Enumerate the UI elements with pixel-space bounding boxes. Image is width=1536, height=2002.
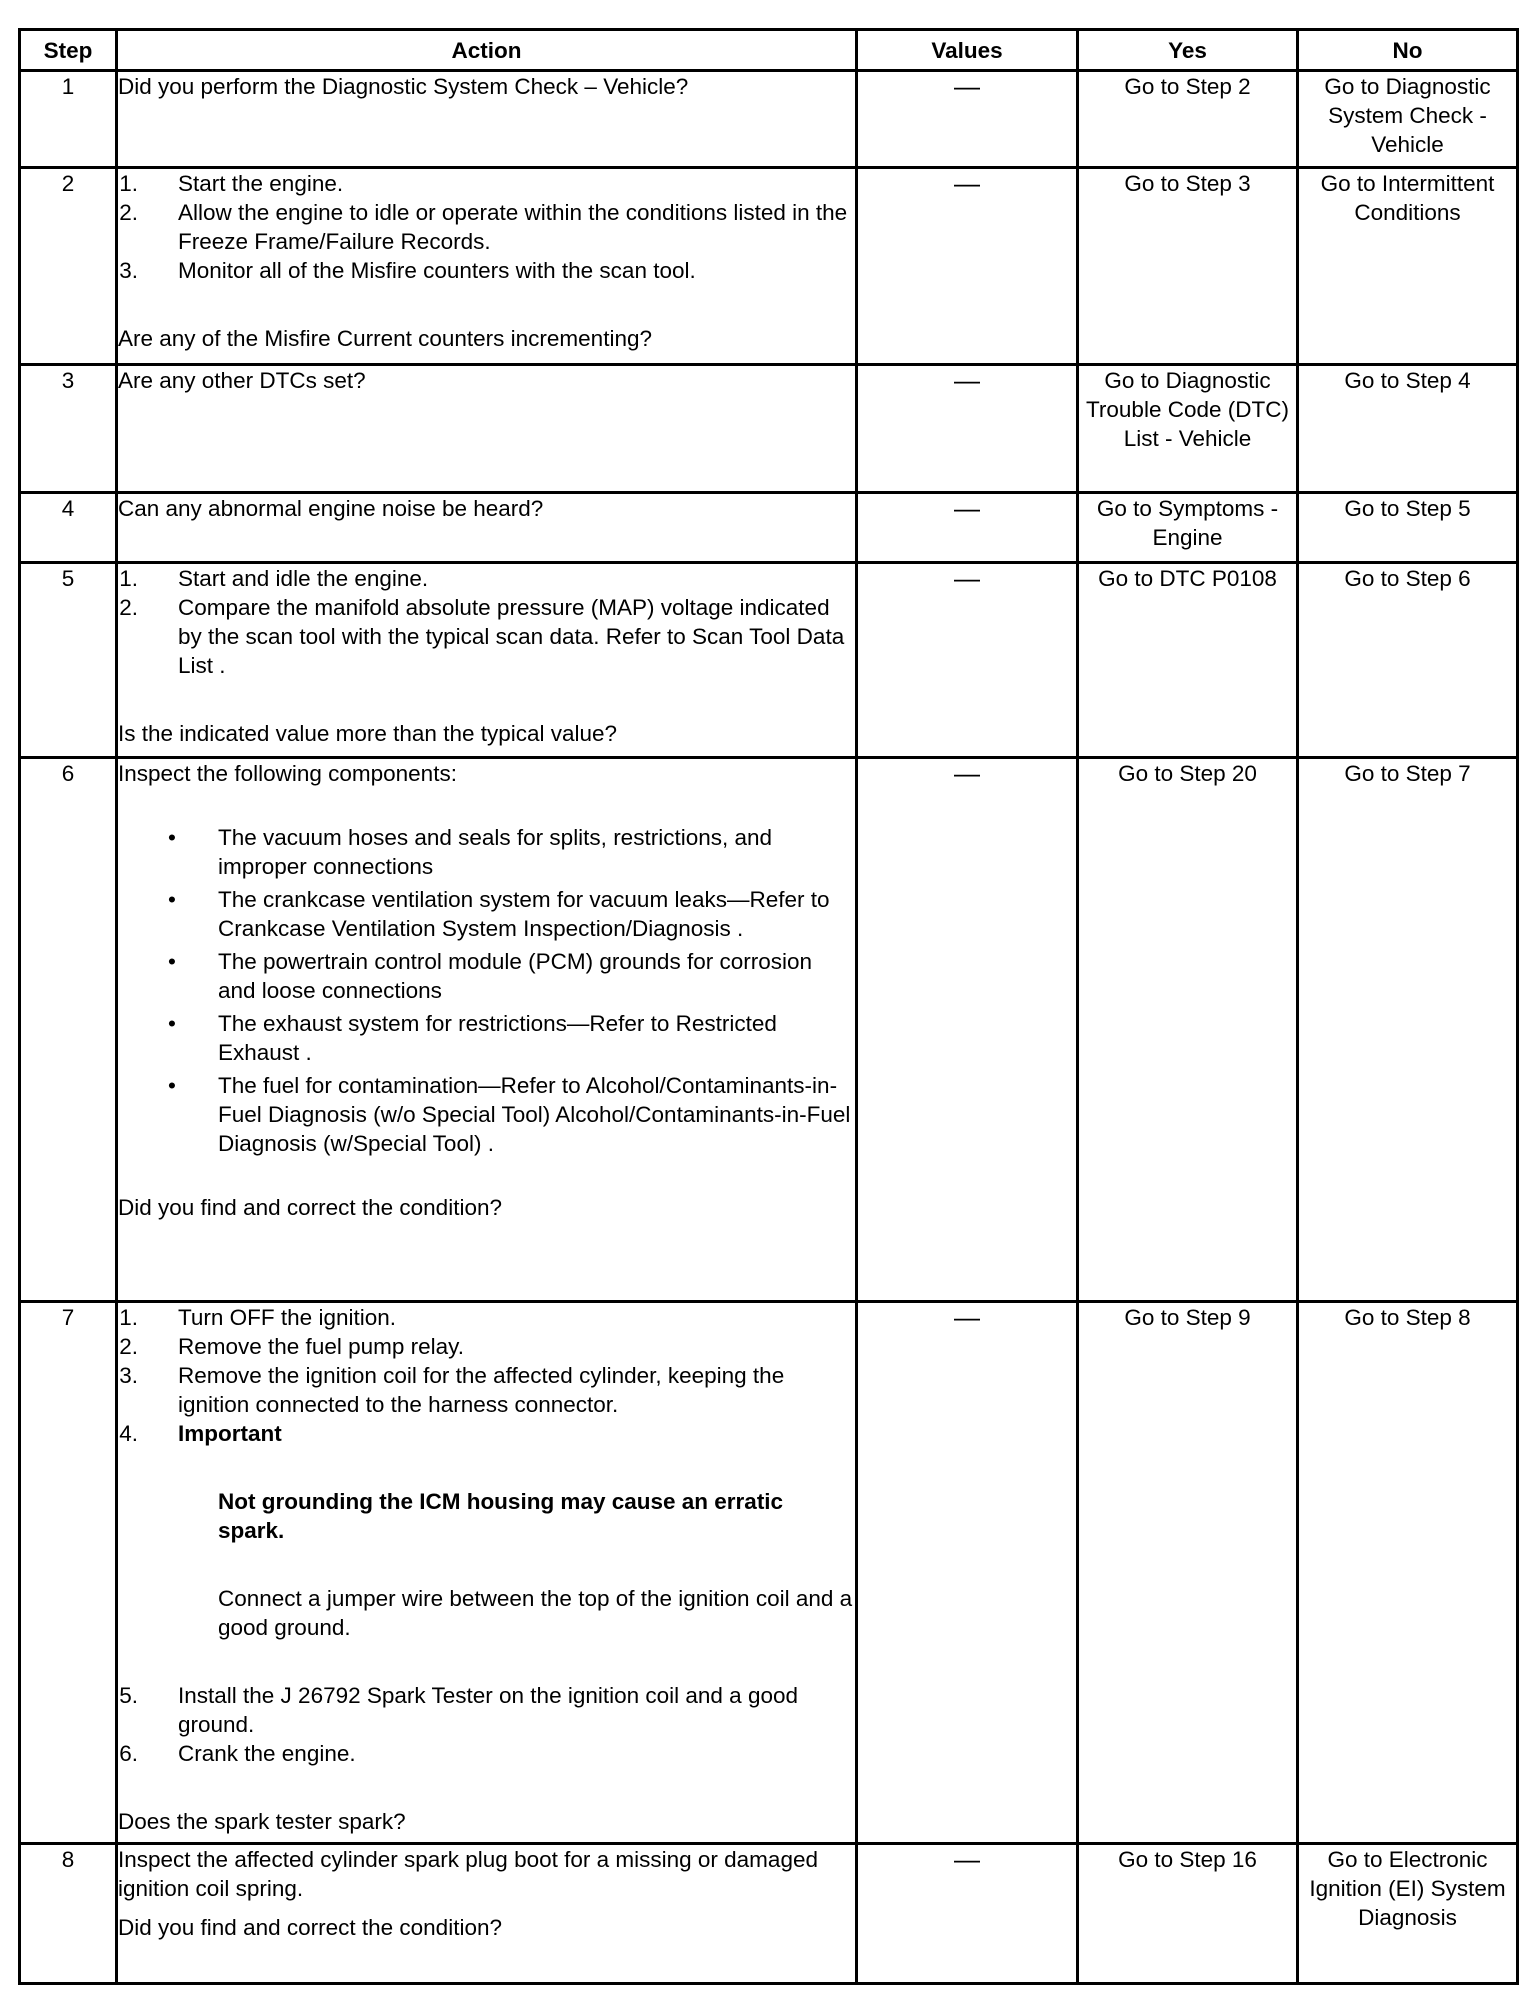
action-step-item: 2. Compare the manifold absolute pressure (MAP) voltage indicated by the scan tool with the typical scan data. Refer to Scan Tool Data List . xyxy=(119,595,845,678)
jumper-instruction: Connect a jumper wire between the top of the ignition coil and a good ground. xyxy=(218,1586,853,1640)
step-number: 3 xyxy=(20,365,117,493)
important-note: Not grounding the ICM housing may cause an erratic spark. xyxy=(218,1489,784,1543)
yes-cell: Go to DTC P0108 xyxy=(1078,563,1298,758)
action-question: Are any other DTCs set? xyxy=(118,368,366,393)
action-step-item: 3. Remove the ignition coil for the affected cylinder, keeping the ignition connected to the harness connector. xyxy=(119,1363,785,1417)
action-question: Does the spark tester spark? xyxy=(118,1809,406,1834)
action-cell xyxy=(117,1302,857,1844)
action-cell xyxy=(117,758,857,1302)
table-row-step-6 xyxy=(20,758,1518,1302)
values-cell: — xyxy=(857,493,1078,563)
table-header-row xyxy=(20,30,1518,71)
table-row-step-2 xyxy=(20,168,1518,365)
action-intro: Inspect the following components: xyxy=(118,761,457,786)
header-no: No xyxy=(1298,30,1518,71)
values-cell: — xyxy=(857,365,1078,493)
bullet-icon: • xyxy=(168,825,176,850)
bullet-icon: • xyxy=(168,1011,176,1036)
action-step-item: 4. Important xyxy=(118,1419,855,1448)
values-cell: — xyxy=(857,71,1078,168)
bullet-icon: • xyxy=(168,949,176,974)
values-cell: — xyxy=(857,563,1078,758)
table-row-step-5 xyxy=(20,563,1518,758)
action-text: Inspect the affected cylinder spark plug boot for a missing or damaged ignition coil spring. xyxy=(118,1847,825,1901)
action-cell xyxy=(117,563,857,758)
header-action: Action xyxy=(117,30,857,71)
table-row-step-3 xyxy=(20,365,1518,493)
bullet-item: • The fuel for contamination—Refer to Alcohol/Contaminants-in-Fuel Diagnosis (w/o Special Tool) Alcohol/Contaminants-in-Fuel Diagnosis (w/Special Tool) . xyxy=(118,1071,855,1158)
table-row-step-1 xyxy=(20,71,1518,168)
values-cell: — xyxy=(857,168,1078,365)
bullet-icon: • xyxy=(168,887,176,912)
step-number: 5 xyxy=(20,563,117,758)
action-cell xyxy=(117,493,857,563)
important-label: Important xyxy=(178,1421,282,1446)
bullet-icon: • xyxy=(168,1073,176,1098)
yes-cell: Go to Step 20 xyxy=(1078,758,1298,1302)
action-question: Did you find and correct the condition? xyxy=(118,1915,502,1940)
header-values: Values xyxy=(857,30,1078,71)
no-cell: Go to Diagnostic System Check - Vehicle xyxy=(1298,71,1518,168)
diagnostic-table xyxy=(18,28,1519,1985)
action-cell xyxy=(117,71,857,168)
table-row-step-4 xyxy=(20,493,1518,563)
table-row-step-7 xyxy=(20,1302,1518,1844)
action-step-item: 2. Remove the fuel pump relay. xyxy=(119,1334,464,1359)
step-number: 1 xyxy=(20,71,117,168)
yes-cell: Go to Diagnostic Trouble Code (DTC) List - Vehicle xyxy=(1078,365,1298,493)
yes-cell: Go to Step 9 xyxy=(1078,1302,1298,1844)
no-cell: Go to Step 8 xyxy=(1298,1302,1518,1844)
no-cell: Go to Step 5 xyxy=(1298,493,1518,563)
header-yes: Yes xyxy=(1078,30,1298,71)
no-cell: Go to Intermittent Conditions xyxy=(1298,168,1518,365)
bullet-item: • The exhaust system for restrictions—Refer to Restricted Exhaust . xyxy=(118,1009,855,1067)
action-cell xyxy=(117,365,857,493)
action-step-item: 1. Turn OFF the ignition. xyxy=(119,1305,397,1330)
action-question: Can any abnormal engine noise be heard? xyxy=(118,496,544,521)
action-cell xyxy=(117,1844,857,1984)
action-question: Is the indicated value more than the typical value? xyxy=(118,721,618,746)
values-cell: — xyxy=(857,1302,1078,1844)
action-step-item: 1. Start and idle the engine. xyxy=(119,566,429,591)
action-cell xyxy=(117,168,857,365)
yes-cell: Go to Step 3 xyxy=(1078,168,1298,365)
yes-cell: Go to Step 2 xyxy=(1078,71,1298,168)
step-number: 4 xyxy=(20,493,117,563)
yes-cell: Go to Step 16 xyxy=(1078,1844,1298,1984)
step-number: 6 xyxy=(20,758,117,1302)
values-cell: — xyxy=(857,1844,1078,1984)
no-cell: Go to Step 6 xyxy=(1298,563,1518,758)
action-step-item: 3. Monitor all of the Misfire counters with the scan tool. xyxy=(119,258,696,283)
no-cell: Go to Step 7 xyxy=(1298,758,1518,1302)
action-question: Did you perform the Diagnostic System Check – Vehicle? xyxy=(118,74,689,99)
diagnostic-table-container xyxy=(18,28,1519,1985)
table-row-step-8 xyxy=(20,1844,1518,1984)
values-cell: — xyxy=(857,758,1078,1302)
bullet-item: • The crankcase ventilation system for vacuum leaks—Refer to Crankcase Ventilation System Inspection/Diagnosis . xyxy=(118,885,855,943)
step-number: 8 xyxy=(20,1844,117,1984)
yes-cell: Go to Symptoms - Engine xyxy=(1078,493,1298,563)
action-step-item: 2. Allow the engine to idle or operate within the conditions listed in the Freeze Frame/Failure Records. xyxy=(119,200,848,254)
header-step: Step xyxy=(20,30,117,71)
action-step-item: 6. Crank the engine. xyxy=(119,1741,356,1766)
action-step-item: 5. Install the J 26792 Spark Tester on the ignition coil and a good ground. xyxy=(119,1683,799,1737)
bullet-item: • The vacuum hoses and seals for splits, restrictions, and improper connections xyxy=(118,823,855,881)
step-number: 2 xyxy=(20,168,117,365)
bullet-item: • The powertrain control module (PCM) grounds for corrosion and loose connections xyxy=(118,947,855,1005)
action-question: Did you find and correct the condition? xyxy=(118,1195,502,1220)
no-cell: Go to Electronic Ignition (EI) System Diagnosis xyxy=(1298,1844,1518,1984)
action-step-item: 1. Start the engine. xyxy=(119,171,344,196)
step-number: 7 xyxy=(20,1302,117,1844)
action-question: Are any of the Misfire Current counters incrementing? xyxy=(118,326,652,351)
no-cell: Go to Step 4 xyxy=(1298,365,1518,493)
